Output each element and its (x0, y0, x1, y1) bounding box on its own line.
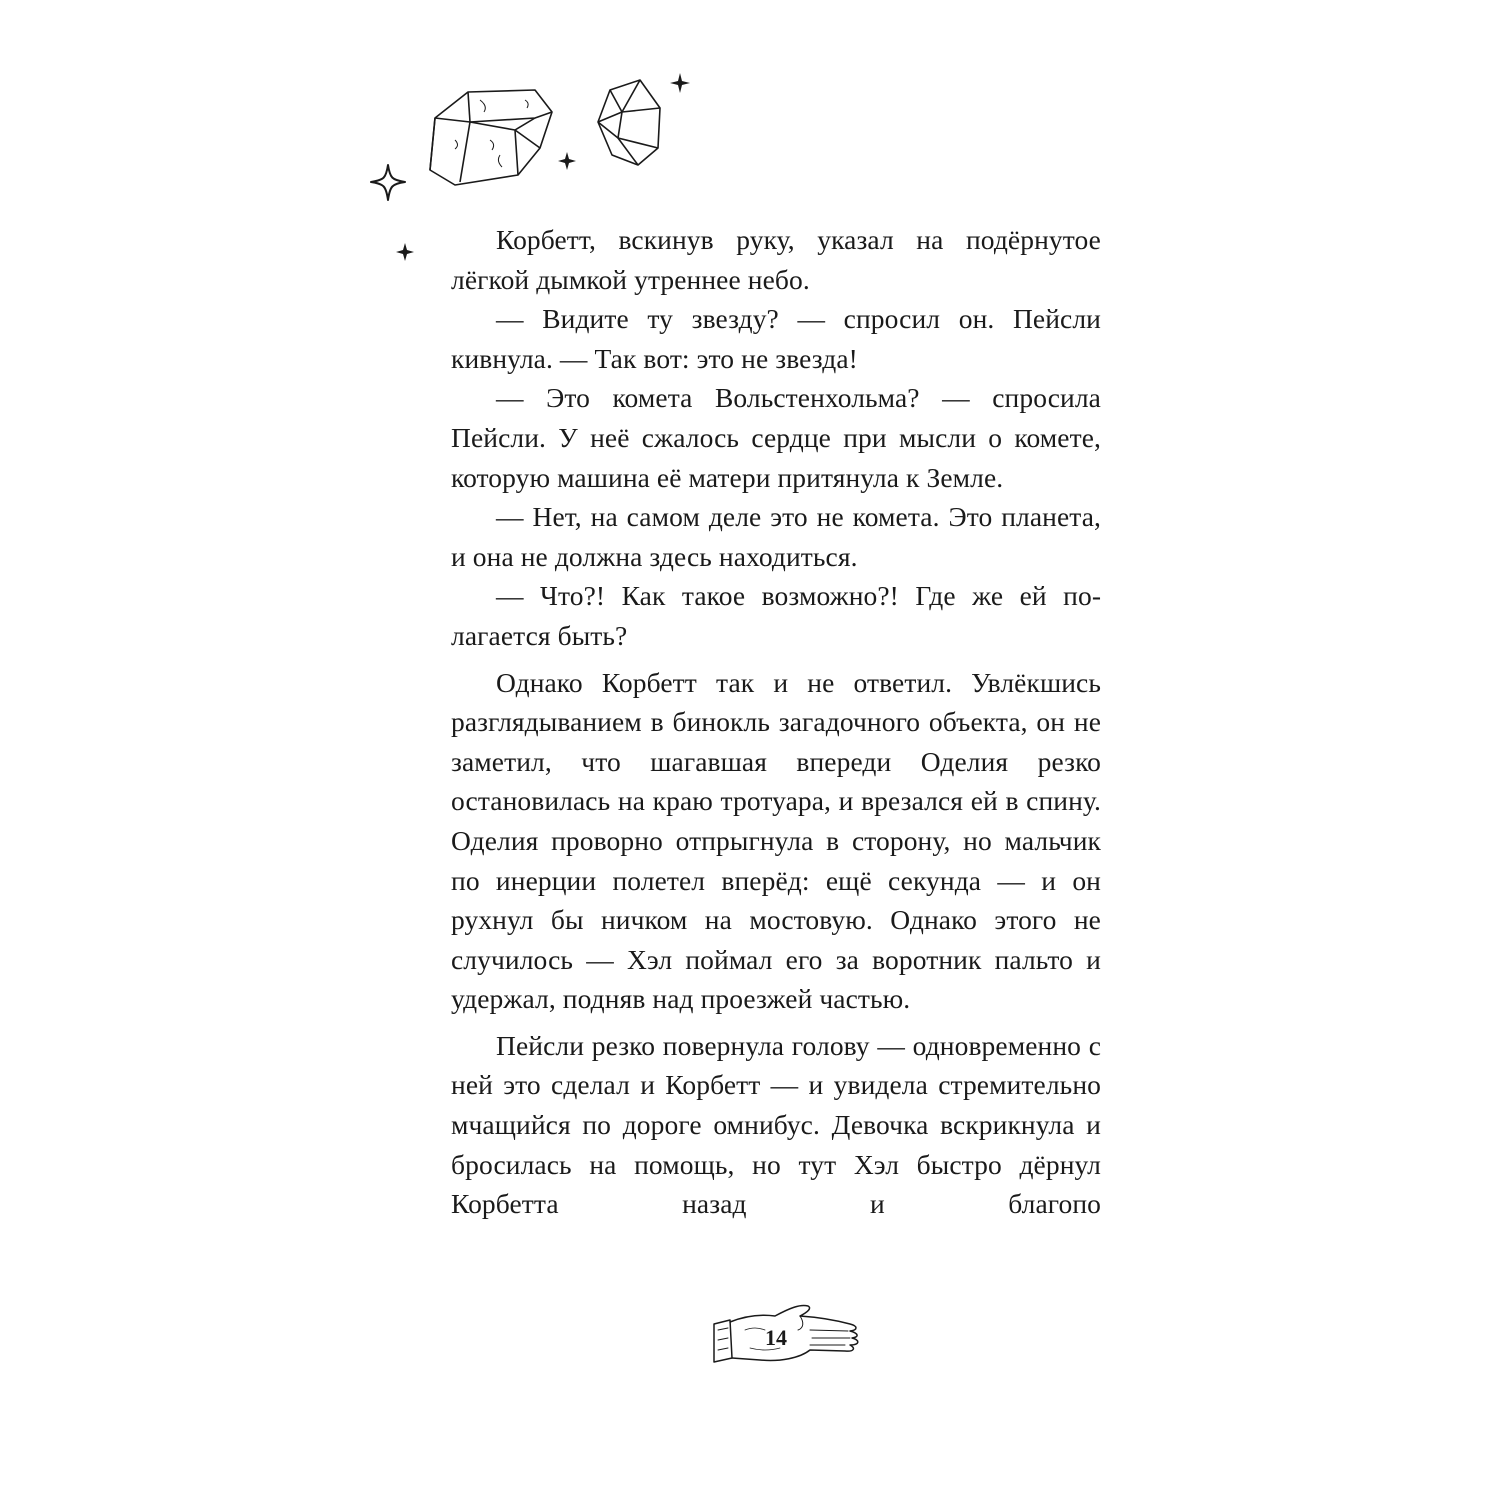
paragraph: — Это комета Вольстенхольма? — спросила Пейсли. У неё сжалось сердце при мысли о комете, которую машина её матери притянула к Земле. (451, 382, 1101, 493)
paragraph: — Видите ту звезду? — спросил он. Пейсли кивнула. — Так вот: это не звезда! (451, 303, 1101, 374)
paragraph: Корбетт, вскинув руку, указал на подёрнутое лёгкой дымкой утреннее небо. (451, 224, 1101, 295)
page-number: 14 (765, 1325, 787, 1350)
sparkle-icon (670, 73, 690, 93)
sparkle-icon (371, 165, 405, 200)
page-footer (700, 1300, 880, 1380)
paragraph: Однако Корбетт так и не ответил. Увлёкшись разглядыванием в бинокль загадочного объекта, он не заметил, что шагавшая впереди Оделия резко остановилась на краю тротуара, и врезался ей в спину. Оделия проворно отпрыгнула в сторону, но мальчик по инерции полетел вперёд: ещё секунда — и он рухнул бы ничком на мостовую. Однако этого не случилось — Хэл поймал его за воротник пальто и удержал, подняв над проезжей частью. (451, 666, 1101, 1015)
large-crystal-icon (430, 90, 552, 185)
paragraph: Пейсли резко повернула голову — одновременно с ней это сделал и Корбетт — и увидела стремительно мчащийся по дороге омнибус. Девочка вскрикнула и бросилась на помощь, но тут Хэл быстро дёрнул Корбетта назад и благопо (451, 1029, 1101, 1220)
small-crystal-icon (598, 80, 660, 165)
sparkle-icon (558, 152, 576, 170)
sparkle-icon (396, 243, 414, 261)
body-text (451, 220, 1101, 1224)
paragraph: — Нет, на самом деле это не комета. Это планета, и она не должна здесь находиться. (451, 501, 1101, 572)
paragraph: — Что?! Как такое возможно?! Где же ей полагается быть? (451, 580, 1101, 651)
